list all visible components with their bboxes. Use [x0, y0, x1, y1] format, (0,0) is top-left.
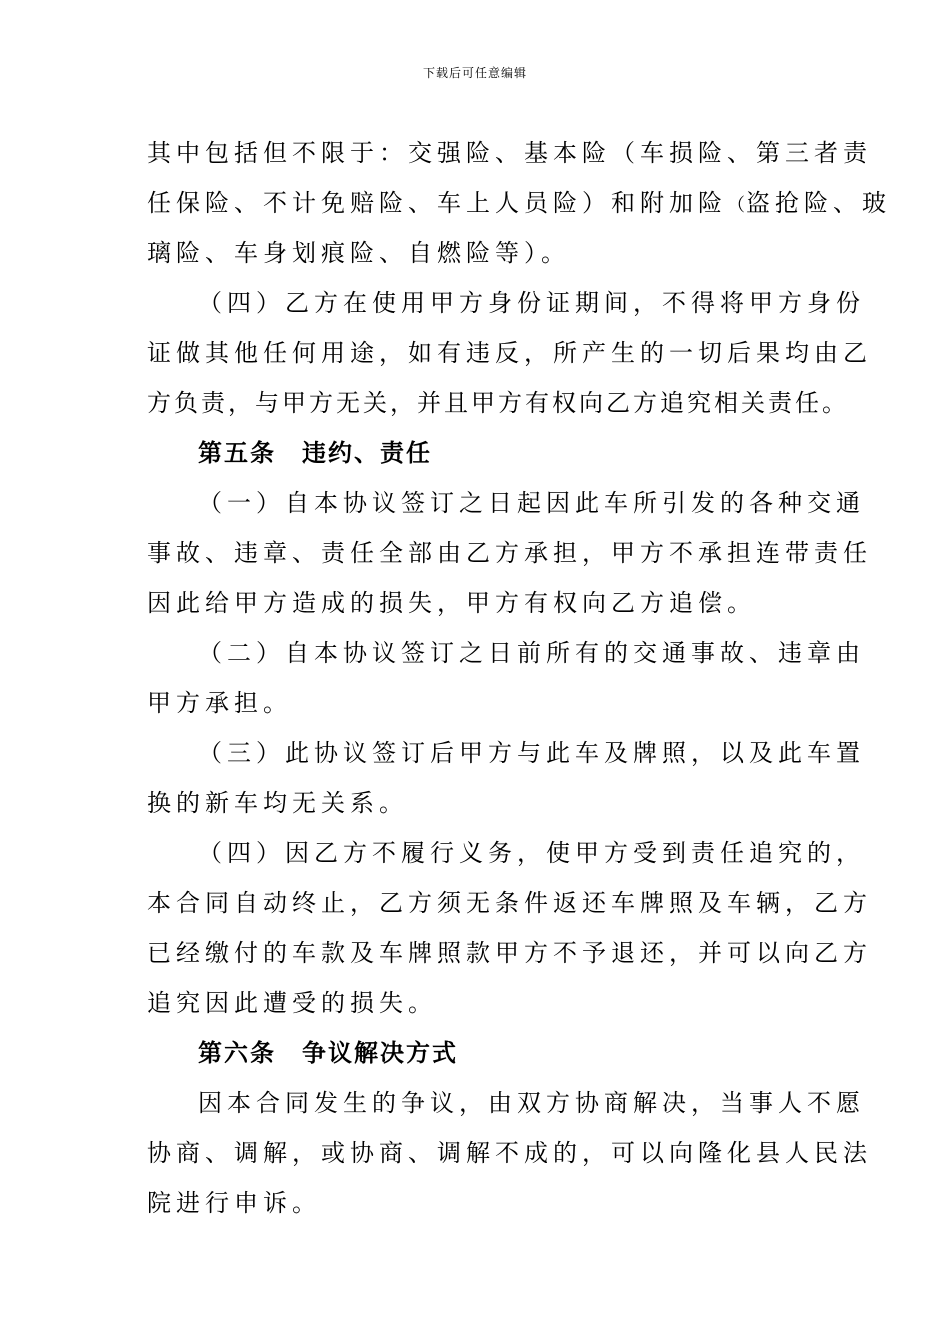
body-line: 因本合同发生的争议，由双方协商解决，当事人不愿	[198, 1089, 865, 1117]
body-line: 事故、违章、责任全部由乙方承担，甲方不承担连带责任	[147, 539, 872, 567]
body-line: 证做其他任何用途，如有违反，所产生的一切后果均由乙	[147, 339, 872, 367]
section-heading-5: 第五条 违约、责任	[198, 439, 432, 467]
page-header: 下载后可任意编辑	[422, 66, 527, 80]
section-heading-6: 第六条 争议解决方式	[198, 1039, 458, 1067]
document-body	[147, 128, 891, 1228]
body-line: 任保险、不计免赔险、车上人员险）和附加险（盗抢险、玻	[147, 189, 891, 217]
body-line: 甲方承担。	[147, 689, 292, 717]
body-line: 已经缴付的车款及车牌照款甲方不予退还，并可以向乙方	[147, 939, 872, 967]
body-line: 院进行申诉。	[147, 1189, 321, 1217]
body-line: 璃险、车身划痕险、自燃险等）。	[147, 239, 570, 267]
body-line: 本合同自动终止，乙方须无条件返还车牌照及车辆，乙方	[147, 889, 872, 917]
body-line: 方负责，与甲方无关，并且甲方有权向乙方追究相关责任。	[147, 389, 849, 417]
body-line: 协商、调解，或协商、调解不成的，可以向隆化县人民法	[147, 1139, 872, 1167]
body-line: （一）自本协议签订之日起因此车所引发的各种交通	[198, 489, 865, 517]
body-line: 换的新车均无关系。	[147, 789, 408, 817]
body-line: （四）因乙方不履行义务，使甲方受到责任追究的，	[198, 839, 865, 867]
body-line: 其中包括但不限于：交强险、基本险（车损险、第三者责	[147, 139, 872, 167]
small-paren: （	[727, 195, 746, 216]
body-line: 因此给甲方造成的损失，甲方有权向乙方追偿。	[147, 589, 756, 617]
body-line: （三）此协议签订后甲方与此车及牌照，以及此车置	[198, 739, 865, 767]
body-line: （二）自本协议签订之日前所有的交通事故、违章由	[198, 639, 865, 667]
body-line: 追究因此遭受的损失。	[147, 989, 437, 1017]
body-line: （四）乙方在使用甲方身份证期间，不得将甲方身份	[198, 289, 865, 317]
